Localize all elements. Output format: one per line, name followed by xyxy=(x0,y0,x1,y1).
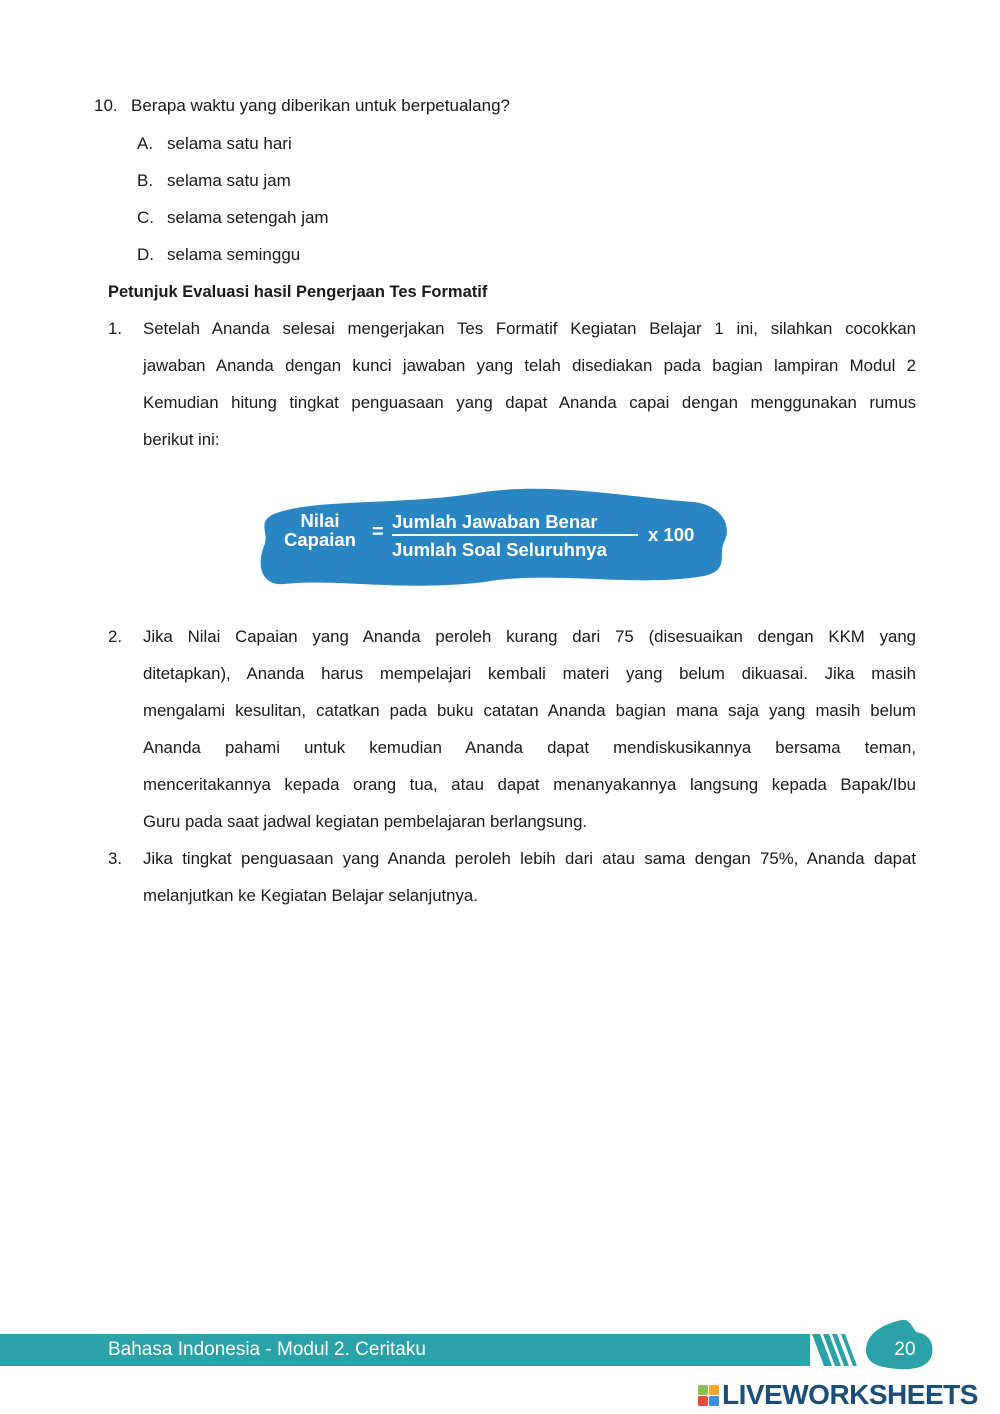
formula-multiplier: x 100 xyxy=(648,524,695,545)
question-number: 10. xyxy=(94,96,118,115)
item-paragraph xyxy=(143,310,916,458)
item-line: melanjutkan ke Kegiatan Belajar selanjutnya. xyxy=(143,886,478,905)
item-number: 1. xyxy=(108,319,122,338)
item-paragraph xyxy=(143,618,916,840)
option-a[interactable] xyxy=(137,134,292,154)
item-line: jawaban Ananda dengan kunci jawaban yang telah disediakan pada bagian lampiran Modul 2 xyxy=(143,356,916,375)
item-line: Ananda pahami untuk kemudian Ananda dapat mendiskusikannya bersama teman, xyxy=(143,738,916,757)
item-paragraph xyxy=(143,840,916,914)
item-line: Jika Nilai Capaian yang Ananda peroleh kurang dari 75 (disesuaikan dengan KKM yang xyxy=(143,627,916,646)
question-10 xyxy=(94,96,510,116)
option-letter: B. xyxy=(137,171,154,190)
option-letter: D. xyxy=(137,245,154,264)
formula-equals: = xyxy=(372,521,384,543)
page-footer xyxy=(0,1320,1000,1380)
option-text: selama satu hari xyxy=(167,134,292,153)
page-number: 20 xyxy=(894,1339,916,1360)
formula-box xyxy=(254,484,734,588)
option-d[interactable] xyxy=(137,245,300,265)
liveworksheets-icon xyxy=(698,1385,719,1406)
option-text: selama satu jam xyxy=(167,171,291,190)
formula-left xyxy=(284,511,356,549)
option-letter: A. xyxy=(137,134,154,153)
instruction-item-3 xyxy=(108,840,916,914)
item-line: Setelah Ananda selesai mengerjakan Tes Formatif Kegiatan Belajar 1 ini, silahkan cocokkan xyxy=(143,319,916,338)
formula-left-line2: Capaian xyxy=(284,529,356,550)
section-heading: Petunjuk Evaluasi hasil Pengerjaan Tes Formatif xyxy=(108,283,488,301)
fraction-bar xyxy=(392,534,638,536)
option-b[interactable] xyxy=(137,171,291,191)
footer-title: Bahasa Indonesia - Modul 2. Ceritaku xyxy=(108,1339,426,1360)
option-letter: C. xyxy=(137,208,154,227)
item-number: 2. xyxy=(108,627,122,646)
option-c[interactable] xyxy=(137,208,329,228)
instruction-item-2 xyxy=(108,618,916,840)
item-line: menceritakannya kepada orang tua, atau dapat menanyakannya langsung kepada Bapak/Ibu xyxy=(143,775,916,794)
option-text: selama setengah jam xyxy=(167,208,329,227)
question-text: Berapa waktu yang diberikan untuk berpetualang? xyxy=(131,96,510,115)
item-line: ditetapkan), Ananda harus mempelajari kembali materi yang belum dikuasai. Jika masih xyxy=(143,664,916,683)
item-number: 3. xyxy=(108,849,122,868)
item-line: Kemudian hitung tingkat penguasaan yang dapat Ananda capai dengan menggunakan rumus xyxy=(143,393,916,412)
formula-numerator: Jumlah Jawaban Benar xyxy=(392,511,598,532)
item-line: berikut ini: xyxy=(143,430,220,449)
item-line: mengalami kesulitan, catatkan pada buku catatan Ananda bagian mana saja yang masih belum xyxy=(143,701,916,720)
instruction-item-1 xyxy=(108,310,916,458)
option-text: selama seminggu xyxy=(167,245,301,264)
formula-left-line1: Nilai xyxy=(300,510,340,531)
brand-text: LIVEWORKSHEETS xyxy=(722,1379,978,1410)
formula-denominator: Jumlah Soal Seluruhnya xyxy=(392,539,607,560)
item-line: Jika tingkat penguasaan yang Ananda peroleh lebih dari atau sama dengan 75%, Ananda dapat xyxy=(143,849,916,868)
item-line: Guru pada saat jadwal kegiatan pembelajaran berlangsung. xyxy=(143,812,588,831)
